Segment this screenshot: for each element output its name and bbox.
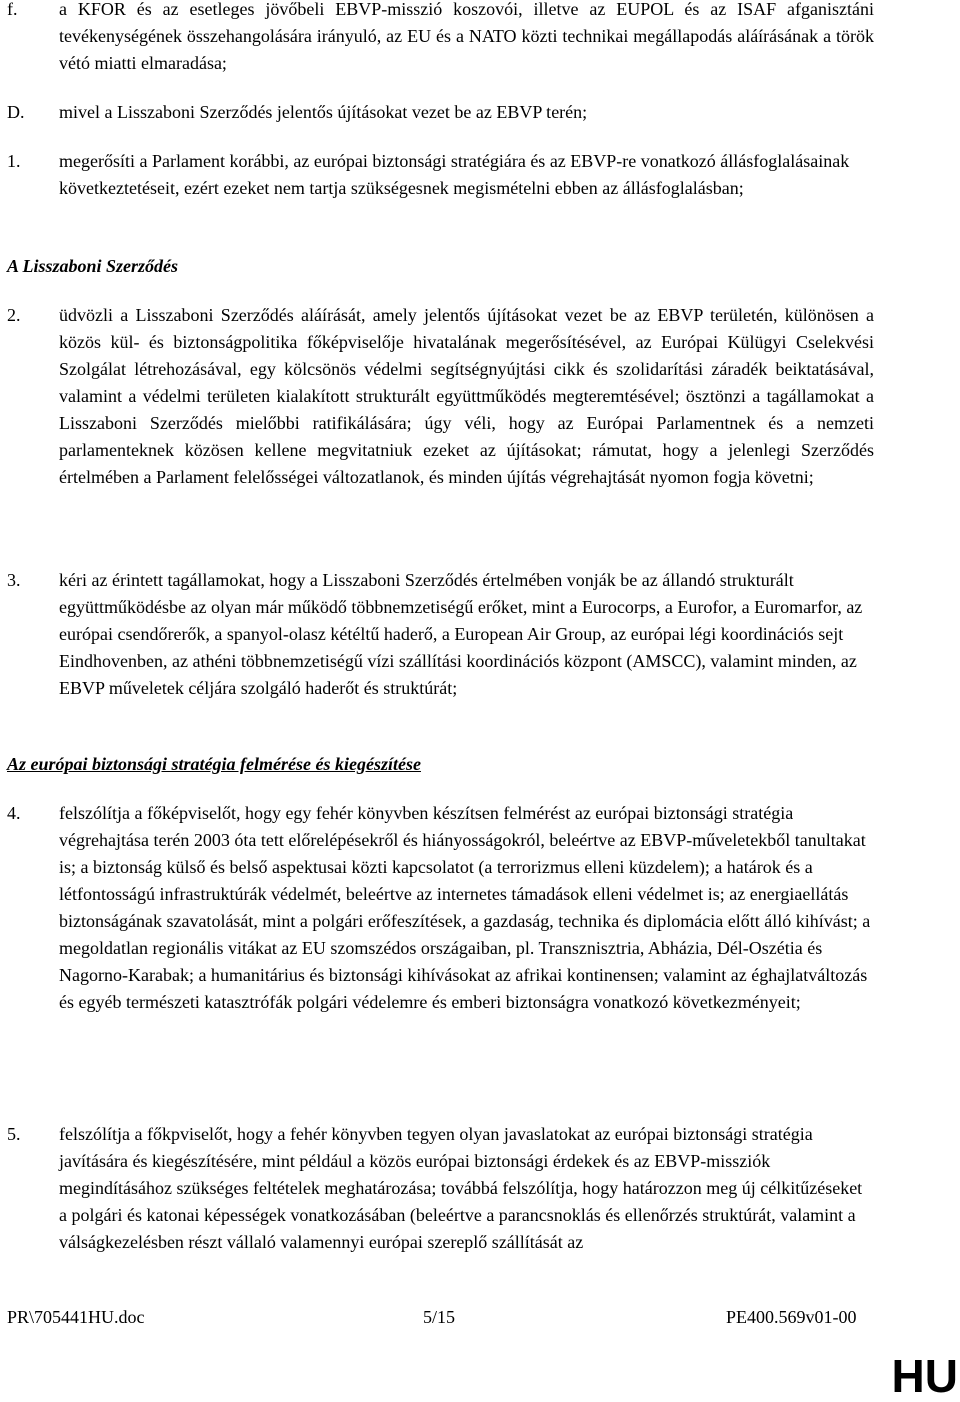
- language-code: HU: [891, 1350, 958, 1402]
- footer-pe-number: PE400.569v01-00: [726, 1307, 857, 1327]
- item-marker: 3.: [7, 570, 21, 590]
- item-marker: 1.: [7, 151, 21, 171]
- item-text: üdvözli a Lisszaboni Szerződés aláírását, amely jelentős újításokat vezet be az EBVP területén, különösen a közös kül- és biztonságpolitika főképviselője hivatalának megerősítésével, az Európai Külügyi Cselekvési Szolgálat létrehozásával, egy kölcsönös védelmi segítségnyújtási cikk és szolidarítási záradék beiktatásával, valamint a védelmi területen kialakított strukturált együttműködés megteremtésével; ösztönzi a tagállamokat a Lisszaboni Szerződés mielőbbi ratifikálására; úgy véli, hogy az Európai Parlamentnek és a nemzeti parlamenteknek közösen kellene megvitatniuk ezeket az újításokat; rámutat, hogy a jelenlegi Szerződés értelmében a Parlament felelősségei változatlanok, és minden újítás végrehajtását nyomon fogja követni;: [59, 305, 874, 487]
- paragraph-1: [0, 148, 900, 202]
- footer-doc-ref: PR\705441HU.doc: [7, 1307, 145, 1327]
- item-text: a KFOR és az esetleges jövőbeli EBVP-misszió koszovói, illetve az EUPOL és az ISAF afganisztáni tevékenységének összehangolására irányuló, az EU és a NATO közti technikai megállapodás aláírásának a török vétó miatti elmaradása;: [59, 0, 874, 73]
- item-marker: D.: [7, 102, 25, 122]
- item-text: felszólítja a főkpviselőt, hogy a fehér könyvben tegyen olyan javaslatokat az európai biztonsági stratégia javítására és kiegészítésére, mint például a közös európai biztonsági érdekek és az EBVP-missziók megindításához szükséges feltételek meghatározása; továbbá felszólítja, hogy határozzon meg új célkitűzéseket a polgári és katonai képességek vonatkozásában (beleértve a parancsnoklás és ellenőrzés struktúrát, valamint a válságkezelésben részt vállaló valamennyi európai szereplő szállítását az: [59, 1124, 863, 1252]
- item-marker: 5.: [7, 1124, 21, 1144]
- section-heading-lisbon: A Lisszaboni Szerződés: [7, 256, 179, 276]
- item-text: megerősíti a Parlament korábbi, az európai biztonsági stratégiára és az EBVP-re vonatkozó állásfoglalásainak következtetéseit, ezért ezeket nem tartja szükségesnek megismételni ebben az állásfoglalásban;: [59, 151, 850, 198]
- section-heading-security-strategy: Az európai biztonsági stratégia felmérése és kiegészítése: [7, 754, 421, 774]
- item-marker: 4.: [7, 803, 21, 823]
- footer-page-number: 5/15: [423, 1307, 456, 1327]
- item-text: kéri az érintett tagállamokat, hogy a Lisszaboni Szerződés értelmében vonják be az állandó strukturált együttműködésbe az olyan már működő többnemzetiségű erőket, mint a Eurocorps, a Eurofor, a Euromarfor, az európai csendőrerők, a spanyol-olasz kétéltű haderő, a European Air Group, az európai légi koordinációs sejt Eindhovenben, az athéni többnemzetiségű vízi szállítási koordinációs központ (AMSCC), valamint minden, az EBVP műveletek céljára szolgáló haderőt és struktúrát;: [59, 570, 863, 698]
- paragraph-2: [0, 302, 900, 491]
- recital-f: [0, 0, 900, 77]
- item-text: felszólítja a főképviselőt, hogy egy fehér könyvben készítsen felmérést az európai biztonsági stratégia végrehajtása terén 2003 óta tett előrelépésekről és hiányosságokról, beleértve az EBVP-műveletekből tanultakat is; a biztonság külső és belső aspektusai közti kapcsolatot (a terrorizmus elleni küzdelem); a határok és a létfontosságú infrastruktúrák védelmét, beleértve az internetes támadások elleni védelmet is; az energiaellátás biztonságának szavatolását, mint a polgári erőfeszítések, a gazdaság, technika és diplomácia előtt álló kihívást; a megoldatlan regionális vitákat az EU szomszédos országaiban, pl. Transznisztria, Abházia, Dél-Oszétia és Nagorno-Karabak; a humanitárius és biztonsági kihívásokat az afrikai kontinensen; valamint az éghajlatváltozás és egyéb természeti katasztrófák polgári védelemre és emberi biztonságra vonatkozó következményeit;: [59, 803, 871, 1012]
- item-text: mivel a Lisszaboni Szerződés jelentős újításokat vezet be az EBVP terén;: [59, 102, 588, 122]
- item-marker: f.: [7, 0, 18, 19]
- paragraph-5: [0, 1121, 900, 1256]
- paragraph-3: [0, 567, 900, 702]
- recital-d: [0, 99, 900, 126]
- item-marker: 2.: [7, 305, 21, 325]
- paragraph-4: [0, 800, 900, 1016]
